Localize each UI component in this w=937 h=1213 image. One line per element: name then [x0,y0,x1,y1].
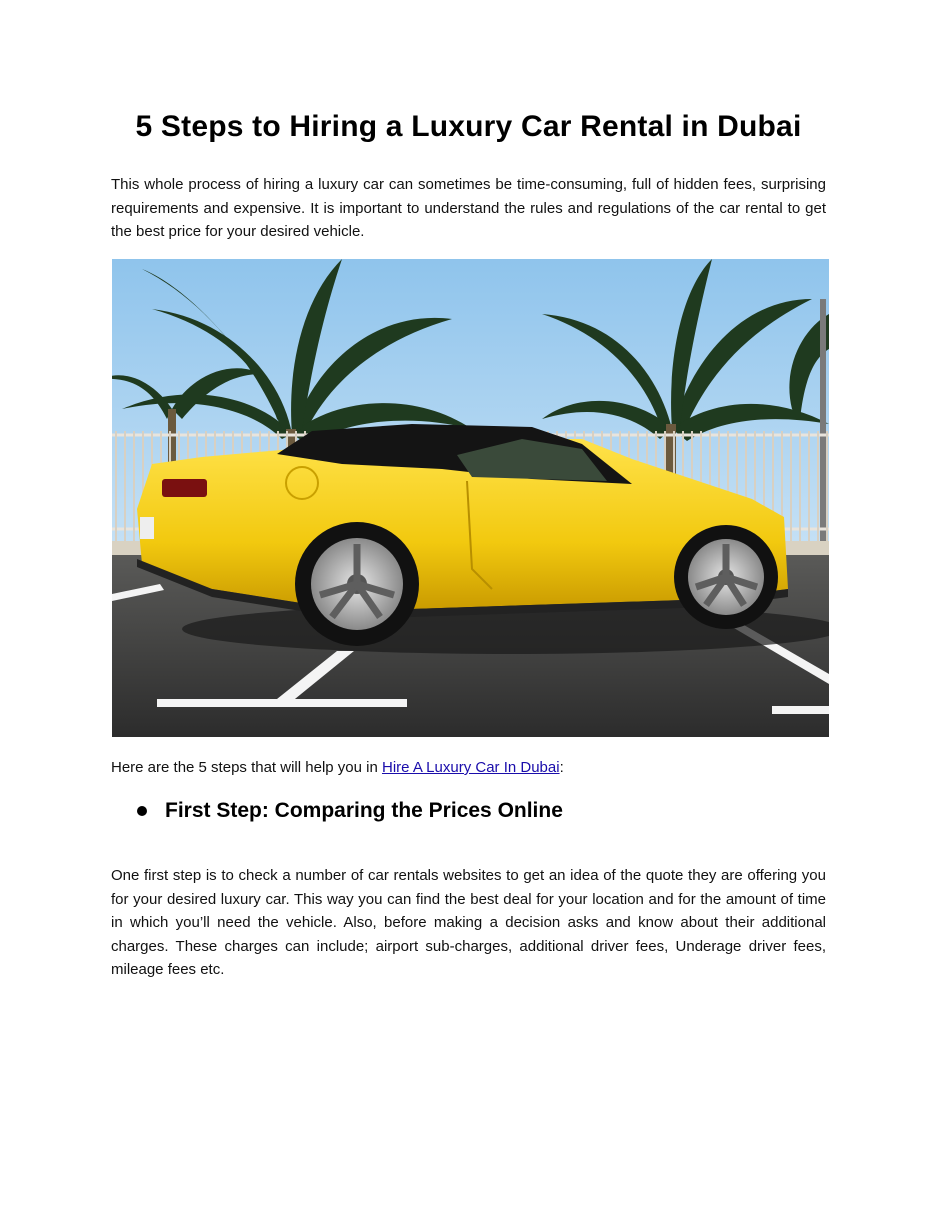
hero-image [112,259,829,737]
step1-heading-row [137,796,563,826]
intro-paragraph: This whole process of hiring a luxury car can sometimes be time-consuming, full of hidden fees, surprising requirements and expensive. It is important to understand the rules and regulations of the car rental to get the best price for your desired vehicle. [111,176,826,240]
hire-luxury-car-link[interactable]: Hire A Luxury Car In Dubai [381,759,560,776]
page-title: 5 Steps to Hiring a Luxury Car Rental in Dubai [135,110,802,143]
lead-text: Here are the 5 steps that will help you in [111,759,382,776]
step1-paragraph: One first step is to check a number of car rentals websites to get an idea of the quote they are offering you for your desired luxury car. This way you can find the best deal for your location and for the amount of time in which you’ll need the vehicle. Also, before making a decision asks and know about their additional charges. These charges can include; airport sub-charges, additional driver fees, Underage driver fees, mileage fees etc. [111,867,826,978]
step1-heading: First Step: Comparing the Prices Online [165,799,563,822]
lead-paragraph [111,756,826,780]
bullet-icon [137,806,147,816]
lead-colon: : [559,759,564,776]
